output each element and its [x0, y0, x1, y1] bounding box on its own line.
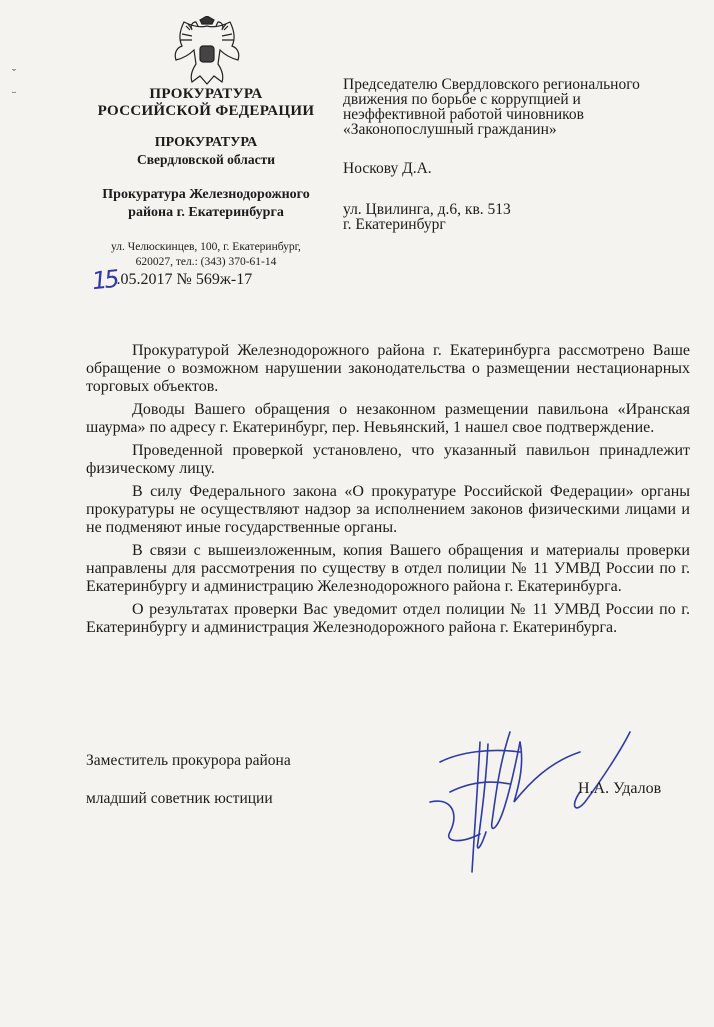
recipient-line4: «Законопослушный гражданин» — [343, 121, 557, 138]
margin-mark: ˘ — [12, 66, 16, 80]
body-paragraph: В связи с вышеизложенным, копия Вашего обращения и материалы проверки направлены для рассмотрения по существу в отдел полиции № 11 УМВД России по г. Екатеринбургу и администрацию Железнодорожного района г. Екатеринбурга. — [86, 542, 690, 595]
body-paragraph: В силу Федерального закона «О прокуратуре Российской Федерации» органы прокуратуры не осуществляют надзор за исполнением законов физическими лицами и не подменяют иные государственные органы. — [86, 483, 690, 536]
office-address-line1: ул. Челюскинцев, 100, г. Екатеринбург, — [111, 241, 301, 253]
recipient-name: Носкову Д.А. — [343, 160, 432, 177]
district-office-line1: Прокуратура Железнодорожного — [102, 187, 310, 202]
recipient-line1: Председателю Свердловского регионального — [343, 76, 640, 93]
recipient-line2: движения по борьбе с коррупцией и — [343, 91, 581, 108]
handwritten-day: 15 — [90, 264, 118, 296]
recipient-street: ул. Цвилинга, д.6, кв. 513 — [343, 201, 511, 218]
signatory-title-line2: младший советник юстиции — [86, 790, 273, 807]
recipient-line3: неэффективной работой чиновников — [343, 106, 584, 123]
letter-date-number — [90, 262, 322, 296]
signatory-name: Н.А. Удалов — [578, 780, 662, 797]
body-paragraph: Прокуратурой Железнодорожного района г. Екатеринбурга рассмотрено Ваше обращение о возможном нарушении законодательства о размещении нестационарных торговых объектов. — [86, 342, 690, 395]
recipient-block — [343, 77, 688, 232]
signatory-title — [86, 752, 291, 828]
org-name-line1: ПРОКУРАТУРА — [149, 86, 263, 102]
office-address-line2: 620027, тел.: (343) 370-61-14 — [135, 256, 277, 268]
body-paragraph: Проведенной проверкой установлено, что указанный павильон принадлежит физическому лицу. — [86, 442, 690, 477]
district-office-line2: района г. Екатеринбурга — [128, 205, 284, 220]
handwritten-signature — [420, 722, 670, 882]
org-name-line2: РОССИЙСКОЙ ФЕДЕРАЦИИ — [97, 103, 315, 119]
regional-office-line1: ПРОКУРАТУРА — [154, 135, 258, 150]
body-paragraph: О результатах проверки Вас уведомит отдел полиции № 11 УМВД России по г. Екатеринбургу и администрация Железнодорожного района г. Екатеринбурга. — [86, 601, 690, 636]
double-headed-eagle-icon — [170, 16, 244, 88]
body-paragraph: Доводы Вашего обращения о незаконном размещении павильона «Иранская шаурма» по адресу г. Екатеринбург, пер. Невьянский, 1 нашел свое подтверждение. — [86, 401, 690, 436]
margin-mark: ¨ — [12, 88, 16, 102]
letter-body — [86, 342, 690, 642]
signatory-title-line1: Заместитель прокурора района — [86, 752, 291, 769]
date-and-number: .05.2017 № 569ж-17 — [116, 271, 253, 288]
regional-office-line2: Свердловской области — [136, 152, 276, 167]
recipient-city: г. Екатеринбург — [343, 216, 446, 233]
letterhead — [70, 86, 342, 270]
